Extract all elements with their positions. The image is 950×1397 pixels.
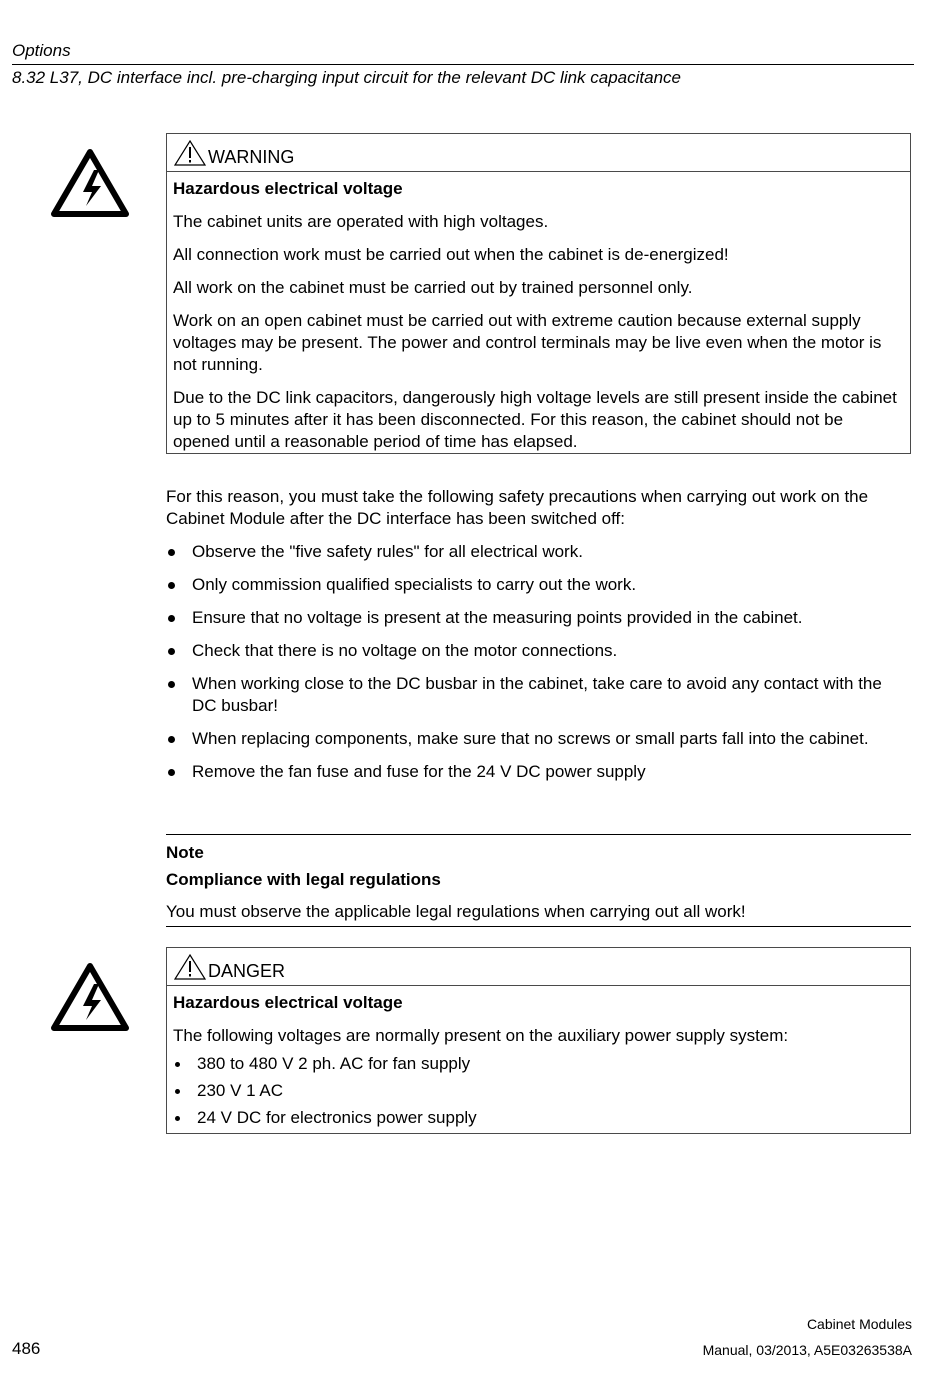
note-label: Note (166, 843, 204, 862)
warning-paragraph: All connection work must be carried out when the cabinet is de-energized! (173, 245, 729, 264)
exclamation-triangle-icon (173, 953, 207, 981)
list-item (166, 541, 911, 563)
warning-paragraph: Work on an open cabinet must be carried out with extreme caution because external supply voltages may be present. The power and control terminals may be live even when the motor is not running. (173, 311, 882, 374)
list-item-text: 24 V DC for electronics power supply (197, 1108, 477, 1127)
note-box (166, 834, 911, 927)
note-title: Compliance with legal regulations (166, 870, 441, 889)
danger-header (167, 948, 910, 986)
warning-paragraph: The cabinet units are operated with high voltages. (173, 212, 549, 231)
list-item-text: 380 to 480 V 2 ph. AC for fan supply (197, 1054, 471, 1073)
list-item-text: Remove the fan fuse and fuse for the 24 V DC power supply (192, 762, 646, 781)
bullet-icon (168, 648, 175, 655)
list-item (166, 607, 911, 629)
precautions-intro: For this reason, you must take the following safety precautions when carrying out work on the Cabinet Module after the DC interface has been switched off: (166, 487, 869, 528)
warning-signal-word: WARNING (208, 147, 295, 167)
list-item (166, 574, 911, 596)
header-rule (12, 64, 914, 65)
page-number: 486 (12, 1339, 41, 1358)
voltage-list (173, 1053, 904, 1129)
list-item (166, 640, 911, 662)
warning-title: Hazardous electrical voltage (173, 179, 403, 198)
list-item-text: Ensure that no voltage is present at the measuring points provided in the cabinet. (192, 608, 803, 627)
list-item-text: When replacing components, make sure that no screws or small parts fall into the cabinet. (192, 729, 869, 748)
list-item-text: When working close to the DC busbar in the cabinet, take care to avoid any contact with the DC busbar! (192, 674, 882, 715)
note-text: You must observe the applicable legal regulations when carrying out all work! (166, 902, 746, 921)
header-section: Options (12, 41, 71, 60)
list-item (166, 673, 911, 717)
exclamation-triangle-icon (173, 139, 207, 167)
bullet-icon (168, 615, 175, 622)
list-item (166, 761, 911, 783)
list-item (173, 1053, 904, 1075)
danger-intro: The following voltages are normally present on the auxiliary power supply system: (173, 1026, 789, 1045)
danger-title: Hazardous electrical voltage (173, 993, 403, 1012)
warning-header (167, 134, 910, 172)
footer-manual-info: Manual, 03/2013, A5E03263538A (702, 1342, 912, 1358)
header-title: 8.32 L37, DC interface incl. pre-charging input circuit for the relevant DC link capacitance (12, 68, 682, 87)
high-voltage-warning-icon (50, 962, 130, 1032)
bullet-icon (168, 582, 175, 589)
bullet-icon (168, 549, 175, 556)
precautions-list (166, 541, 911, 794)
bullet-icon (168, 769, 175, 776)
bullet-icon (175, 1116, 180, 1121)
bullet-icon (175, 1062, 180, 1067)
list-item (166, 728, 911, 750)
bullet-icon (175, 1089, 180, 1094)
high-voltage-warning-icon (50, 148, 130, 218)
list-item-text: Observe the "five safety rules" for all electrical work. (192, 542, 583, 561)
bullet-icon (168, 736, 175, 743)
list-item-text: Only commission qualified specialists to carry out the work. (192, 575, 637, 594)
list-item-text: 230 V 1 AC (197, 1081, 284, 1100)
list-item (173, 1107, 904, 1129)
warning-paragraph: All work on the cabinet must be carried out by trained personnel only. (173, 278, 693, 297)
danger-signal-word: DANGER (208, 961, 286, 981)
footer-document-title: Cabinet Modules (806, 1316, 912, 1332)
warning-paragraph: Due to the DC link capacitors, dangerously high voltage levels are still present inside the cabinet up to 5 minutes after it has been disconnected. For this reason, the cabinet should not be opened until a reasonable period of time has elapsed. (173, 388, 897, 451)
list-item-text: Check that there is no voltage on the motor connections. (192, 641, 618, 660)
danger-box (166, 947, 911, 1134)
warning-box (166, 133, 911, 454)
list-item (173, 1080, 904, 1102)
bullet-icon (168, 681, 175, 688)
